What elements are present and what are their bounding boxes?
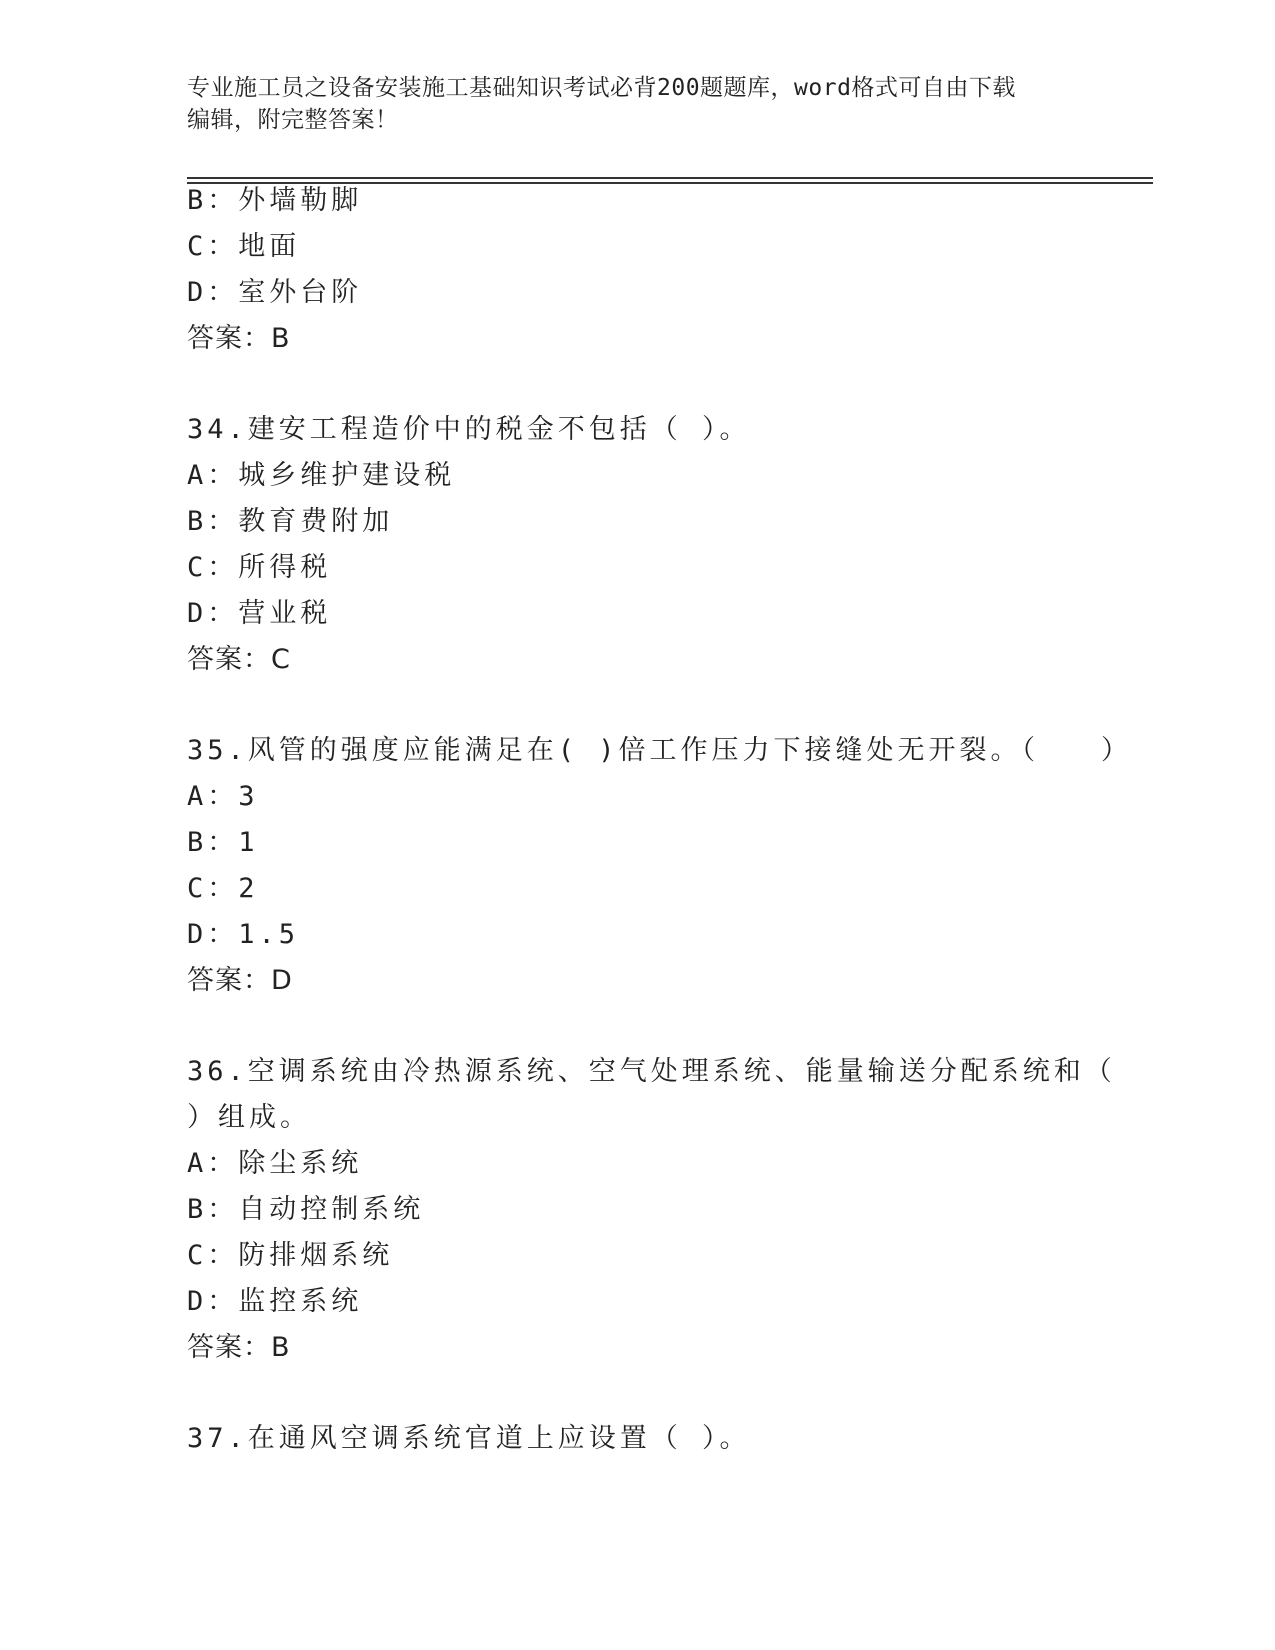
option-a: A：3: [187, 781, 259, 812]
header-line-2: 编辑，附完整答案！: [187, 107, 399, 133]
answer: 答案：B: [187, 323, 291, 354]
question-37-block: [187, 1416, 1117, 1462]
option-c: C：所得税: [187, 552, 332, 583]
option-b: B：外墙勒脚: [187, 185, 363, 216]
option-d: D：监控系统: [187, 1286, 363, 1317]
option-b: B：教育费附加: [187, 506, 394, 537]
question-33-block: [187, 178, 1117, 362]
question-text-line-1: 36.空调系统由冷热源系统、空气处理系统、能量输送分配系统和（: [187, 1056, 1116, 1087]
option-a: A：城乡维护建设税: [187, 460, 456, 491]
answer: 答案：B: [187, 1332, 291, 1363]
option-d: D：营业税: [187, 598, 332, 629]
question-text-line-2: ）组成。: [187, 1102, 311, 1133]
answer: 答案：D: [187, 965, 293, 996]
option-b: B：1: [187, 827, 259, 858]
question-text: 37.在通风空调系统官道上应设置（ ）。: [187, 1423, 751, 1454]
option-c: C：防排烟系统: [187, 1240, 394, 1271]
option-b: B：自动控制系统: [187, 1194, 425, 1225]
question-36-block: [187, 1049, 1117, 1371]
answer: 答案：C: [187, 644, 291, 675]
question-list: [187, 178, 1133, 1462]
option-a: A：除尘系统: [187, 1148, 363, 1179]
question-34-block: [187, 407, 1117, 683]
header-line-1: 专业施工员之设备安装施工基础知识考试必背200题题库，word格式可自由下载: [187, 75, 1016, 101]
option-d: D：1.5: [187, 919, 300, 950]
option-c: C：地面: [187, 231, 301, 262]
question-35-block: [187, 728, 1133, 1004]
option-d: D：室外台阶: [187, 277, 363, 308]
document-header: [187, 72, 1087, 136]
option-c: C：2: [187, 873, 259, 904]
question-text: 34.建安工程造价中的税金不包括（ ）。: [187, 414, 751, 445]
question-text: 35.风管的强度应能满足在( )倍工作压力下接缝处无开裂。（ ）: [187, 735, 1133, 766]
